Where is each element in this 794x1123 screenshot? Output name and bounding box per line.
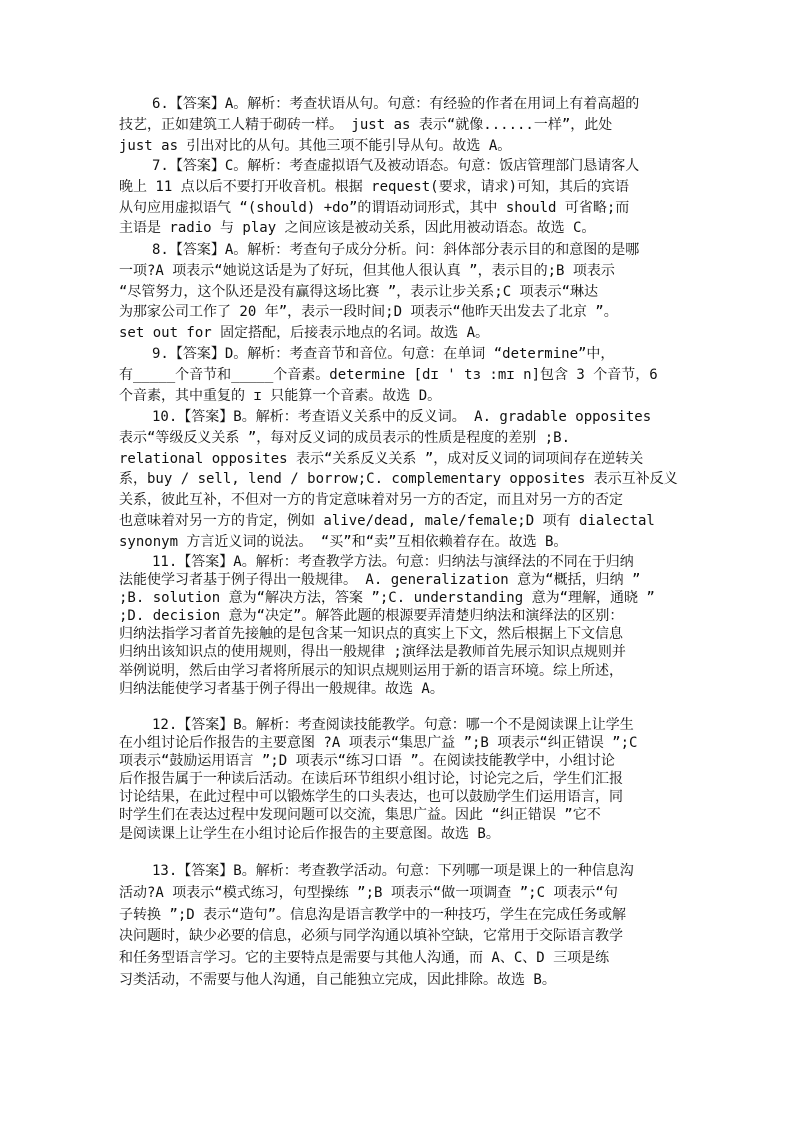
text-line: synonym 方言近义词的说法。 “买”和“卖”互相依赖着存在。故选 B。 [119,533,568,550]
text-line: 技艺，正如建筑工人精于砌砖一样。 just as 表示“就像......一样”，此处 [119,116,613,133]
text-line: 是阅读课上让学生在小组讨论后作报告的主要意图。故选 B。 [119,825,500,842]
answer-item-8 [119,240,689,344]
text-line: 13.【答案】B。解析：考查教学活动。句意：下列哪一项是课上的一种信息沟 [152,863,634,879]
text-line: 表示“等级反义关系 ”，每对反义词的成员表示的性质是程度的差别 ;B. [119,429,570,446]
text-line: 时学生们在表达过程中发现问题可以交流，集思广益。因此 “纠正错误 ”它不 [119,807,601,824]
text-line: 一项?A 项表示“她说这话是为了好玩，但其他人很认真 ”，表示目的;B 项表示 [119,262,615,279]
text-line: relational opposites 表示“关系反义关系 ”，成对反义词的词项间存在逆转关 [119,450,644,467]
text-line: 6.【答案】A。解析：考查状语从句。句意：有经验的作者在用词上有着高超的 [152,96,640,112]
text-line: 系，buy / sell, lend / borrow;C. complementary opposites 表示互补反义 [119,471,678,488]
text-line: 和任务型语言学习。它的主要特点是需要与其他人沟通，而 A、C、D 三项是练 [119,950,610,967]
answer-item-10 [119,407,689,553]
text-line: 子转换 ”;D 表示“造句”。信息沟是语言教学中的一种技巧，学生在完成任务或解 [119,906,626,923]
text-line: 为那家公司工作了 20 年”，表示一段时间;D 项表示“他昨天出发去了北京 ”。 [119,304,618,321]
answer-item-11 [119,553,689,698]
text-line: 8.【答案】A。解析：考查句子成分分析。问：斜体部分表示目的和意图的是哪 [152,242,640,258]
text-line: 关系，彼此互补，不但对一方的肯定意味着对另一方的否定，而且对另一方的否定 [119,492,623,509]
text-line: 也意味着对另一方的肯定，例如 alive/dead, male/female;D 项有 dialectal [119,512,655,529]
text-line: 讨论结果，在此过程中可以锻炼学生的口头表达，也可以鼓励学生们运用语言，同 [119,789,623,806]
text-line: 从句应用虚拟语气 “(should) +do”的谓语动词形式，其中 should 可省略;而 [119,199,630,216]
text-line: 7.【答案】C。解析：考查虚拟语气及被动语态。句意：饭店管理部门恳请客人 [152,158,640,174]
text-line: ;D. decision 意为“决定”。解答此题的根源要弄清楚归纳法和演绎法的区别： [119,608,624,625]
text-line: set out for 固定搭配，后接表示地点的名词。故选 A。 [119,325,490,342]
text-line: “尽管努力，这个队还是没有赢得这场比赛 ”，表示让步关系;C 项表示“琳达 [119,283,598,300]
text-line: 项表示“鼓励运用语言 ”;D 项表示“练习口语 ”。在阅读技能教学中，小组讨论 [119,753,615,770]
answer-item-7 [119,156,689,239]
text-line: 主语是 radio 与 play 之间应该是被动关系，因此用被动语态。故选 C。 [119,220,596,237]
text-line: 11.【答案】A。解析：考查教学方法。句意：归纳法与演绎法的不同在于归纳 [152,554,634,570]
answer-item-9 [119,344,689,406]
text-line: 归纳出该知识点的使用规则，得出一般规律 ;演绎法是教师首先展示知识点规则并 [119,644,626,661]
text-line: 后作报告属于一种读后活动。在读后环节组织小组讨论，讨论完之后，学生们汇报 [119,771,623,788]
text-line: 12.【答案】B。解析：考查阅读技能教学。句意：哪一个不是阅读课上让学生 [152,717,634,733]
text-line: just as 引出对比的从句。其他三项不能引导从句。故选 A。 [119,137,512,154]
text-line: 举例说明，然后由学习者将所展示的知识点规则运用于新的语言环境。综上所述， [119,662,623,679]
text-line: 9.【答案】D。解析：考查音节和音位。句意：在单词 “determine”中， [152,346,615,362]
text-line: 活动?A 项表示“模式练习，句型操练 ”;B 项表示“做一项调查 ”;C 项表示“句 [119,884,618,901]
text-line: 个音素，其中重复的 ɪ 只能算一个音素。故选 D。 [119,387,442,404]
text-line: 决问题时，缺少必要的信息，必须与同学沟通以填补空缺，它常用于交际语言教学 [119,928,623,945]
text-line: 晚上 11 点以后不要打开收音机。根据 request(要求，请求)可知，其后的宾语 [119,178,630,195]
answer-item-6 [119,94,689,156]
text-line: 法能使学习者基于例子得出一般规律。 A. generalization 意为“概括，归纳 ” [119,572,641,589]
text-line: 归纳法能使学习者基于例子得出一般规律。故选 A。 [119,680,444,697]
text-line: 习类活动，不需要与他人沟通，自己能独立完成，因此排除。故选 B。 [119,971,556,988]
text-line: 10.【答案】B。解析：考查语义关系中的反义词。 A. gradable opposites [152,409,652,425]
answer-item-12 [119,716,689,843]
text-line: 在小组讨论后作报告的主要意图 ?A 项表示“集思广益 ”;B 项表示“纠正错误 ”;C [119,735,638,752]
text-line: ;B. solution 意为“解决方法，答案 ”;C. understanding 意为“理解，通晓 ” [119,590,655,607]
text-line: 有_____个音节和_____个音素。determine [dɪ ' tɜ :mɪ n]包含 3 个音节，6 [119,366,658,383]
answer-item-13 [119,861,689,992]
text-line: 归纳法指学习者首先接触的是包含某一知识点的真实上下文，然后根据上下文信息 [119,626,623,643]
